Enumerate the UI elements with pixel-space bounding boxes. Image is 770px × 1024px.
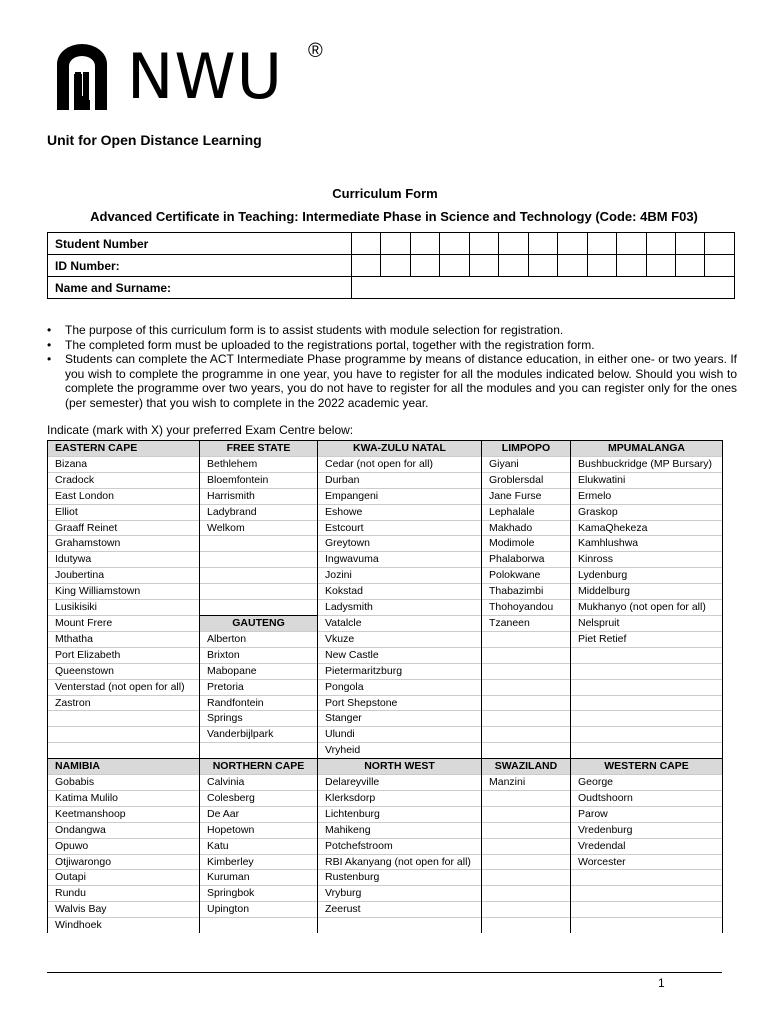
digit-box[interactable] xyxy=(675,255,704,277)
centre-row xyxy=(48,456,723,472)
student-number-row xyxy=(48,233,735,255)
exam-centre-option[interactable]: Port Elizabeth xyxy=(48,647,200,663)
exam-centre-option[interactable]: Modimole xyxy=(482,536,571,552)
digit-box[interactable] xyxy=(469,233,498,255)
exam-centre-option[interactable]: Rustenburg xyxy=(318,870,482,886)
empty-cell xyxy=(571,711,723,727)
exam-centre-option[interactable]: Keetmanshoop xyxy=(48,806,200,822)
exam-centre-option[interactable]: Vredenburg xyxy=(571,822,723,838)
nwu-emblem-icon xyxy=(47,44,117,110)
exam-centre-option[interactable]: Rundu xyxy=(48,886,200,902)
footer-rule xyxy=(47,972,722,973)
centre-row xyxy=(48,647,723,663)
exam-centre-instruction: Indicate (mark with X) your preferred Exam Centre below: xyxy=(47,423,354,437)
id-number-label: ID Number: xyxy=(48,255,352,277)
exam-centre-option[interactable]: Kinross xyxy=(571,552,723,568)
exam-centre-option[interactable]: Queenstown xyxy=(48,663,200,679)
empty-cell xyxy=(318,918,482,933)
exam-centre-option[interactable]: Bethlehem xyxy=(200,456,318,472)
empty-cell xyxy=(571,727,723,743)
exam-centre-option[interactable]: Jozini xyxy=(318,568,482,584)
centre-row xyxy=(48,886,723,902)
centre-row xyxy=(48,727,723,743)
exam-centre-option[interactable]: Brixton xyxy=(200,647,318,663)
region-header: NORTH WEST xyxy=(318,759,482,775)
digit-box[interactable] xyxy=(352,233,381,255)
digit-box[interactable] xyxy=(617,255,646,277)
empty-cell xyxy=(482,870,571,886)
exam-centre-option[interactable]: Kimberley xyxy=(200,854,318,870)
digit-box[interactable] xyxy=(558,255,587,277)
exam-centre-option[interactable]: Cedar (not open for all) xyxy=(318,456,482,472)
form-subtitle: Advanced Certificate in Teaching: Intermediate Phase in Science and Technology (Code: 4BM F03) xyxy=(90,209,698,224)
exam-centre-option[interactable]: Ulundi xyxy=(318,727,482,743)
empty-cell xyxy=(482,886,571,902)
exam-centre-option[interactable]: Greytown xyxy=(318,536,482,552)
digit-box[interactable] xyxy=(646,233,675,255)
unit-name: Unit for Open Distance Learning xyxy=(47,132,262,148)
digit-box[interactable] xyxy=(675,233,704,255)
empty-cell xyxy=(571,647,723,663)
exam-centre-option[interactable]: Thohoyandou xyxy=(482,600,571,616)
centre-row xyxy=(48,902,723,918)
form-title: Curriculum Form xyxy=(332,186,438,201)
instruction-item: • Students can complete the ACT Intermediate Phase programme by means of distance education, in either one- or two years. If you wish to complete the programme in one year, you have to register for all the modules indicated below. Should you wish to complete the programme over two years, you do not have to register for all the modules and you can register only for the ones (per semester) that you wish to complete in the 2022 academic year. xyxy=(47,352,737,410)
centre-row xyxy=(48,615,723,631)
exam-centre-option[interactable]: King Williamstown xyxy=(48,584,200,600)
exam-centre-option[interactable]: Lydenburg xyxy=(571,568,723,584)
exam-centre-option[interactable]: Windhoek xyxy=(48,918,200,933)
exam-centre-option[interactable]: KamaQhekeza xyxy=(571,520,723,536)
empty-cell xyxy=(571,886,723,902)
exam-centre-option[interactable]: Otjiwarongo xyxy=(48,854,200,870)
digit-box[interactable] xyxy=(587,233,616,255)
digit-box[interactable] xyxy=(352,255,381,277)
exam-centre-option[interactable]: Mahikeng xyxy=(318,822,482,838)
exam-centre-option[interactable]: Randfontein xyxy=(200,695,318,711)
empty-cell xyxy=(48,743,200,759)
exam-centre-option[interactable]: Manzini xyxy=(482,775,571,791)
exam-centre-option[interactable]: Estcourt xyxy=(318,520,482,536)
region-header: SWAZILAND xyxy=(482,759,571,775)
exam-centre-option[interactable]: Outapi xyxy=(48,870,200,886)
exam-centre-option[interactable]: Calvinia xyxy=(200,775,318,791)
exam-centre-option[interactable]: Walvis Bay xyxy=(48,902,200,918)
digit-box[interactable] xyxy=(558,233,587,255)
exam-centre-option[interactable]: Durban xyxy=(318,472,482,488)
exam-centre-option[interactable]: Vkuze xyxy=(318,631,482,647)
centre-row xyxy=(48,775,723,791)
name-surname-label: Name and Surname: xyxy=(48,277,352,299)
exam-centre-option[interactable]: Pongola xyxy=(318,679,482,695)
exam-centre-option[interactable]: Bushbuckridge (MP Bursary) xyxy=(571,456,723,472)
exam-centre-option[interactable]: Ladysmith xyxy=(318,600,482,616)
digit-box[interactable] xyxy=(499,255,528,277)
exam-centre-option[interactable]: Alberton xyxy=(200,631,318,647)
centre-row xyxy=(48,759,723,775)
exam-centre-option[interactable]: Pietermaritzburg xyxy=(318,663,482,679)
centre-row xyxy=(48,520,723,536)
centre-row xyxy=(48,472,723,488)
exam-centre-option[interactable]: Empangeni xyxy=(318,488,482,504)
exam-centre-option[interactable]: Idutywa xyxy=(48,552,200,568)
exam-centre-option[interactable]: Cradock xyxy=(48,472,200,488)
exam-centre-option[interactable]: De Aar xyxy=(200,806,318,822)
exam-centre-option[interactable]: Venterstad (not open for all) xyxy=(48,679,200,695)
exam-centre-option[interactable]: Vryburg xyxy=(318,886,482,902)
centre-row xyxy=(48,822,723,838)
exam-centre-option[interactable]: Klerksdorp xyxy=(318,790,482,806)
exam-centre-option[interactable]: Bloemfontein xyxy=(200,472,318,488)
exam-centre-option[interactable]: Ondangwa xyxy=(48,822,200,838)
exam-centre-option[interactable]: Joubertina xyxy=(48,568,200,584)
centre-row xyxy=(48,536,723,552)
empty-cell xyxy=(482,902,571,918)
exam-centre-option[interactable]: Lusikisiki xyxy=(48,600,200,616)
region-header: WESTERN CAPE xyxy=(571,759,723,775)
region-header: NAMIBIA xyxy=(48,759,200,775)
exam-centre-option[interactable]: Groblersdal xyxy=(482,472,571,488)
digit-box[interactable] xyxy=(440,255,469,277)
exam-centre-option[interactable]: Grahamstown xyxy=(48,536,200,552)
region-header: EASTERN CAPE xyxy=(48,441,200,457)
exam-centre-option[interactable]: Lichtenburg xyxy=(318,806,482,822)
empty-cell xyxy=(571,743,723,759)
empty-cell xyxy=(482,679,571,695)
page-number: 1 xyxy=(658,976,665,990)
empty-cell xyxy=(571,663,723,679)
empty-cell xyxy=(482,663,571,679)
exam-centre-option[interactable]: New Castle xyxy=(318,647,482,663)
exam-centre-option[interactable]: Springs xyxy=(200,711,318,727)
centre-row xyxy=(48,631,723,647)
exam-centre-option[interactable]: Piet Retief xyxy=(571,631,723,647)
empty-cell xyxy=(48,711,200,727)
exam-centre-option[interactable]: Graskop xyxy=(571,504,723,520)
region-header: MPUMALANGA xyxy=(571,441,723,457)
digit-box[interactable] xyxy=(469,255,498,277)
empty-cell xyxy=(482,647,571,663)
empty-cell xyxy=(482,711,571,727)
digit-box[interactable] xyxy=(705,233,735,255)
digit-box[interactable] xyxy=(705,255,735,277)
exam-centre-option[interactable]: Polokwane xyxy=(482,568,571,584)
name-surname-field[interactable] xyxy=(352,277,735,299)
nwu-logo xyxy=(47,40,323,113)
exam-centre-option[interactable]: Port Shepstone xyxy=(318,695,482,711)
exam-centre-option[interactable]: Bizana xyxy=(48,456,200,472)
centre-row xyxy=(48,743,723,759)
exam-centre-option[interactable]: Colesberg xyxy=(200,790,318,806)
exam-centre-option[interactable]: Welkom xyxy=(200,520,318,536)
centre-row xyxy=(48,504,723,520)
exam-centre-option[interactable]: Nelspruit xyxy=(571,615,723,631)
empty-cell xyxy=(200,600,318,616)
centre-row xyxy=(48,790,723,806)
exam-centre-option[interactable]: Tzaneen xyxy=(482,615,571,631)
exam-centre-option[interactable]: Graaff Reinet xyxy=(48,520,200,536)
region-header: FREE STATE xyxy=(200,441,318,457)
exam-centre-option[interactable]: Parow xyxy=(571,806,723,822)
empty-cell xyxy=(482,822,571,838)
empty-cell xyxy=(200,536,318,552)
exam-centre-option[interactable]: Springbok xyxy=(200,886,318,902)
centre-row xyxy=(48,806,723,822)
empty-cell xyxy=(482,806,571,822)
exam-centre-option[interactable]: Middelburg xyxy=(571,584,723,600)
empty-cell xyxy=(571,918,723,933)
exam-centre-option[interactable]: Ingwavuma xyxy=(318,552,482,568)
centre-row xyxy=(48,695,723,711)
digit-box[interactable] xyxy=(499,233,528,255)
empty-cell xyxy=(482,790,571,806)
empty-cell xyxy=(200,584,318,600)
centre-row xyxy=(48,584,723,600)
exam-centre-option[interactable]: Vanderbijlpark xyxy=(200,727,318,743)
exam-centre-option[interactable]: Vryheid xyxy=(318,743,482,759)
exam-centre-option[interactable]: Worcester xyxy=(571,854,723,870)
exam-centre-option[interactable]: Hopetown xyxy=(200,822,318,838)
digit-box[interactable] xyxy=(617,233,646,255)
empty-cell xyxy=(200,743,318,759)
exam-centre-option[interactable]: Elliot xyxy=(48,504,200,520)
empty-cell xyxy=(482,854,571,870)
exam-centre-option[interactable]: Gobabis xyxy=(48,775,200,791)
exam-centre-option[interactable]: Thabazimbi xyxy=(482,584,571,600)
centre-row xyxy=(48,854,723,870)
centre-row xyxy=(48,870,723,886)
exam-centre-option[interactable]: Mount Frere xyxy=(48,615,200,631)
exam-centre-option[interactable]: Upington xyxy=(200,902,318,918)
exam-centre-option[interactable]: Giyani xyxy=(482,456,571,472)
exam-centre-option[interactable]: Harrismith xyxy=(200,488,318,504)
student-number-label: Student Number xyxy=(48,233,352,255)
exam-centre-option[interactable]: Ladybrand xyxy=(200,504,318,520)
exam-centre-option[interactable]: Oudtshoorn xyxy=(571,790,723,806)
exam-centre-option[interactable]: Phalaborwa xyxy=(482,552,571,568)
exam-centre-option[interactable]: Lephalale xyxy=(482,504,571,520)
centre-row xyxy=(48,918,723,933)
exam-centre-option[interactable]: Kamhlushwa xyxy=(571,536,723,552)
centre-row xyxy=(48,441,723,457)
exam-centre-option[interactable]: Stanger xyxy=(318,711,482,727)
registered-mark: ® xyxy=(308,40,323,62)
exam-centre-option[interactable]: Vatalcle xyxy=(318,615,482,631)
exam-centre-option[interactable]: Eshowe xyxy=(318,504,482,520)
exam-centre-option[interactable]: Potchefstroom xyxy=(318,838,482,854)
id-number-row xyxy=(48,255,735,277)
exam-centre-option[interactable]: Mthatha xyxy=(48,631,200,647)
name-row xyxy=(48,277,735,299)
digit-box[interactable] xyxy=(440,233,469,255)
empty-cell xyxy=(482,727,571,743)
digit-box[interactable] xyxy=(587,255,616,277)
exam-centre-option[interactable]: Kokstad xyxy=(318,584,482,600)
instruction-item: • The purpose of this curriculum form is to assist students with module selection for registration. xyxy=(47,323,737,338)
exam-centre-option[interactable]: RBI Akanyang (not open for all) xyxy=(318,854,482,870)
empty-cell xyxy=(48,727,200,743)
centre-row xyxy=(48,679,723,695)
exam-centre-option[interactable]: Katima Mulilo xyxy=(48,790,200,806)
instruction-item: • The completed form must be uploaded to the registrations portal, together with the registration form. xyxy=(47,338,737,353)
exam-centre-option[interactable]: Mabopane xyxy=(200,663,318,679)
empty-cell xyxy=(200,568,318,584)
digit-box[interactable] xyxy=(528,233,557,255)
exam-centre-option[interactable]: George xyxy=(571,775,723,791)
student-details-table xyxy=(47,232,735,299)
digit-box[interactable] xyxy=(410,255,439,277)
exam-centre-option[interactable]: East London xyxy=(48,488,200,504)
empty-cell xyxy=(571,695,723,711)
centre-row xyxy=(48,600,723,616)
exam-centre-option[interactable]: Katu xyxy=(200,838,318,854)
region-header: GAUTENG xyxy=(200,615,318,631)
empty-cell xyxy=(571,870,723,886)
exam-centre-option[interactable]: Jane Furse xyxy=(482,488,571,504)
empty-cell xyxy=(200,918,318,933)
centre-row xyxy=(48,838,723,854)
digit-box[interactable] xyxy=(381,255,410,277)
centre-row xyxy=(48,568,723,584)
empty-cell xyxy=(482,838,571,854)
centre-row xyxy=(48,488,723,504)
instructions-list xyxy=(47,323,737,411)
exam-centre-option[interactable]: Vredendal xyxy=(571,838,723,854)
empty-cell xyxy=(571,902,723,918)
digit-box[interactable] xyxy=(381,233,410,255)
digit-box[interactable] xyxy=(528,255,557,277)
exam-centre-option[interactable]: Ermelo xyxy=(571,488,723,504)
empty-cell xyxy=(482,631,571,647)
exam-centre-option[interactable]: Elukwatini xyxy=(571,472,723,488)
region-header: LIMPOPO xyxy=(482,441,571,457)
exam-centre-option[interactable]: Zeerust xyxy=(318,902,482,918)
region-header: KWA-ZULU NATAL xyxy=(318,441,482,457)
logo-wordmark: NWU xyxy=(127,40,284,113)
empty-cell xyxy=(482,918,571,933)
centre-row xyxy=(48,711,723,727)
centre-row xyxy=(48,552,723,568)
exam-centre-option[interactable]: Opuwo xyxy=(48,838,200,854)
region-header: NORTHERN CAPE xyxy=(200,759,318,775)
centre-row xyxy=(48,663,723,679)
exam-centre-option[interactable]: Makhado xyxy=(482,520,571,536)
exam-centre-option[interactable]: Kuruman xyxy=(200,870,318,886)
exam-centre-option[interactable]: Mukhanyo (not open for all) xyxy=(571,600,723,616)
exam-centre-option[interactable]: Delareyville xyxy=(318,775,482,791)
digit-box[interactable] xyxy=(410,233,439,255)
empty-cell xyxy=(482,695,571,711)
empty-cell xyxy=(482,743,571,759)
exam-centres-table xyxy=(47,440,723,933)
exam-centre-option[interactable]: Pretoria xyxy=(200,679,318,695)
digit-box[interactable] xyxy=(646,255,675,277)
exam-centre-option[interactable]: Zastron xyxy=(48,695,200,711)
empty-cell xyxy=(571,679,723,695)
empty-cell xyxy=(200,552,318,568)
